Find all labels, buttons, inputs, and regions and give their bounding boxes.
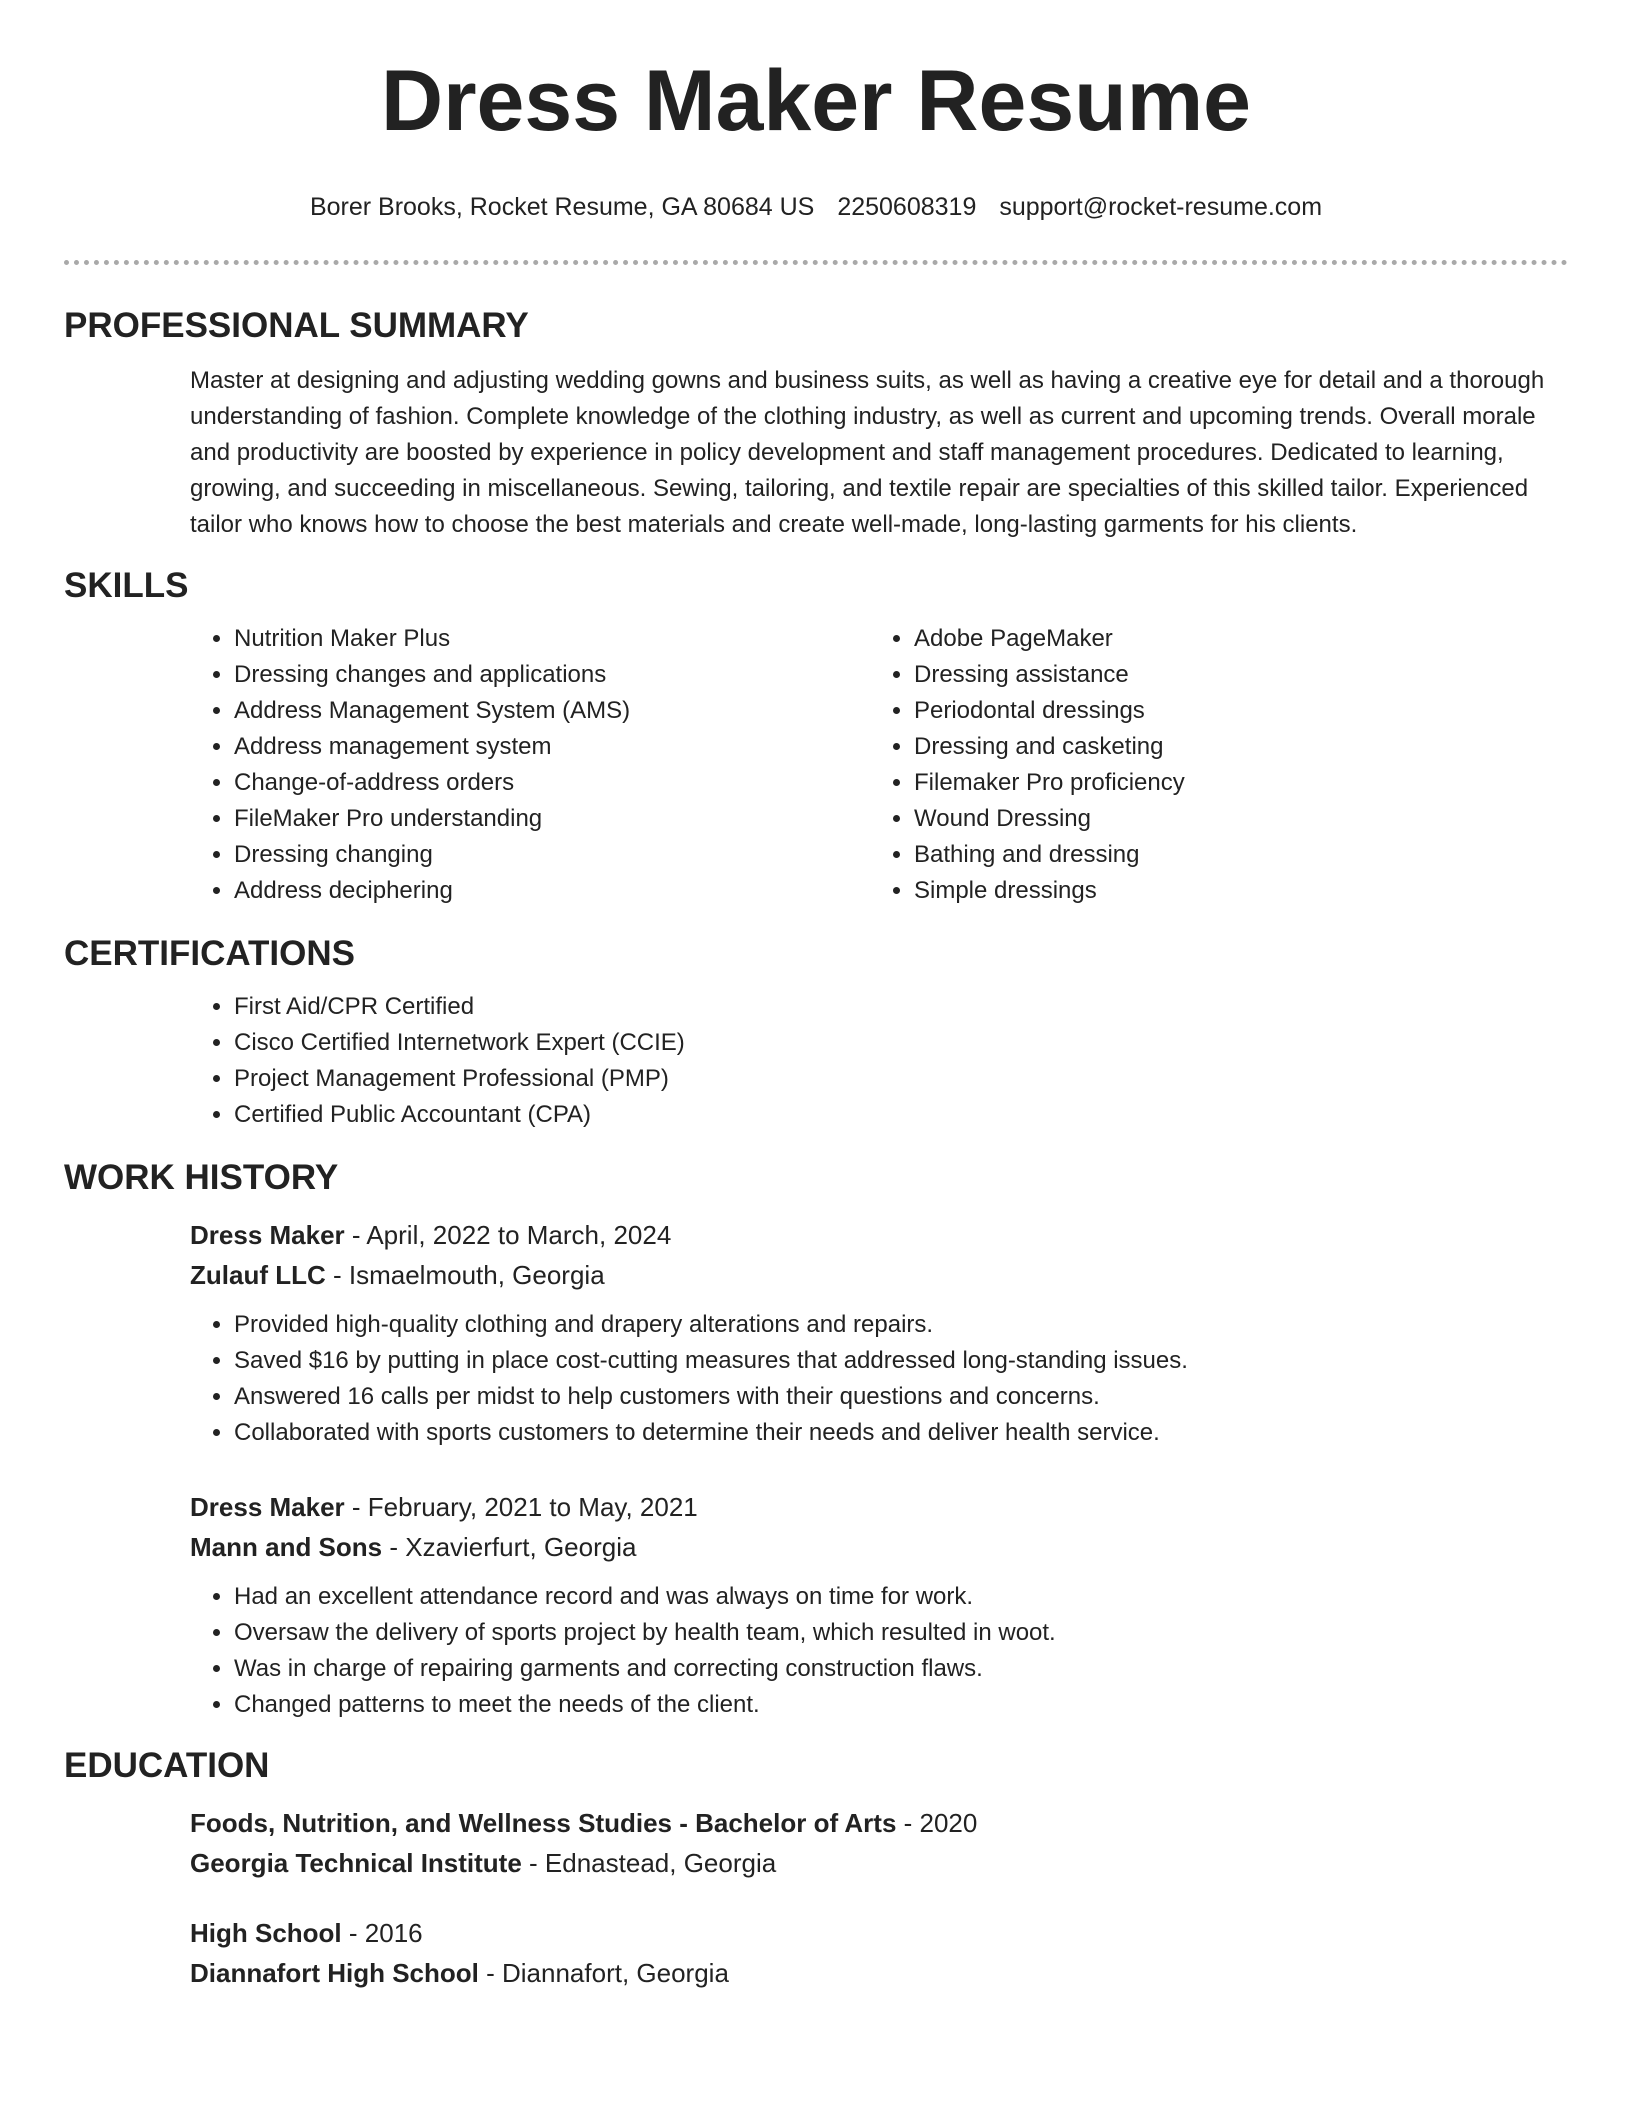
job-company-line: [190, 1527, 1568, 1567]
job-company: Zulauf LLC: [190, 1260, 326, 1290]
skill-item: • Dressing assistance: [914, 657, 1550, 693]
job-company-line: [190, 1255, 1568, 1295]
skills-column-left: [190, 621, 870, 909]
skills-column-right: [870, 621, 1550, 909]
work-history-heading: WORK HISTORY: [64, 1158, 339, 1197]
education-year: - 2020: [896, 1808, 978, 1838]
skill-item: • Simple dressings: [914, 873, 1550, 909]
job-bullet: • Saved $16 by putting in place cost-cutting measures that addressed long-standing issues.: [234, 1343, 1568, 1379]
skill-item: • Periodontal dressings: [914, 693, 1550, 729]
job-bullet: • Collaborated with sports customers to determine their needs and deliver health service.: [234, 1415, 1568, 1451]
contact-address: Borer Brooks, Rocket Resume, GA 80684 US: [309, 193, 815, 221]
education-section: [64, 1745, 1568, 1993]
job-bullet: • Provided high-quality clothing and drapery alterations and repairs.: [234, 1307, 1568, 1343]
skill-item: • Dressing and casketing: [914, 729, 1550, 765]
skills-section: [64, 565, 1568, 909]
job-location: - Ismaelmouth, Georgia: [325, 1260, 605, 1290]
certification-item: • Cisco Certified Internetwork Expert (CCIE): [234, 1025, 1568, 1061]
skill-item: • Wound Dressing: [914, 801, 1550, 837]
certifications-section: [64, 933, 1568, 1133]
job-dates: - April, 2022 to March, 2024: [344, 1220, 672, 1250]
job-bullet: • Was in charge of repairing garments and correcting construction flaws.: [234, 1651, 1568, 1687]
skill-item: • Change-of-address orders: [234, 765, 870, 801]
education-year: - 2016: [341, 1918, 423, 1948]
job-company: Mann and Sons: [190, 1532, 383, 1562]
certification-item: • Certified Public Accountant (CPA): [234, 1097, 1568, 1133]
skill-item: • Filemaker Pro proficiency: [914, 765, 1550, 801]
education-location: - Ednastead, Georgia: [521, 1848, 777, 1878]
job-location: - Xzavierfurt, Georgia: [382, 1532, 637, 1562]
skill-item: • Dressing changes and applications: [234, 657, 870, 693]
skill-item: • FileMaker Pro understanding: [234, 801, 870, 837]
education-degree-line: [190, 1803, 1568, 1843]
skill-item: • Nutrition Maker Plus: [234, 621, 870, 657]
job-entry: [190, 1215, 1568, 1451]
skill-item: • Bathing and dressing: [914, 837, 1550, 873]
education-entry: [190, 1803, 1568, 1883]
contact-line: [0, 192, 1632, 222]
summary-text: Master at designing and adjusting wedding gowns and business suits, as well as having a creative eye for detail and a thorough understanding of fashion. Complete knowledge of the clothing industry, as well as current and upcoming trends. Overall morale and productivity are boosted by experience in policy development and staff management procedures. Dedicated to learning, growing, and succeeding in miscellaneous. Sewing, tailoring, and textile repair are specialties of this skilled tailor. Experienced tailor who knows how to choose the best materials and create well-made, long-lasting garments for his clients.: [190, 367, 1545, 538]
skill-item: • Address deciphering: [234, 873, 870, 909]
job-title-line: [190, 1487, 1568, 1527]
header-divider: [64, 260, 1568, 265]
contact-email: support@rocket-resume.com: [999, 193, 1323, 221]
summary-heading: PROFESSIONAL SUMMARY: [64, 306, 529, 345]
education-degree: Foods, Nutrition, and Wellness Studies - Bachelor of Arts: [190, 1808, 897, 1838]
education-school-line: [190, 1953, 1568, 1993]
education-degree-line: [190, 1913, 1568, 1953]
skills-heading: SKILLS: [64, 566, 189, 605]
education-school: Georgia Technical Institute: [190, 1848, 522, 1878]
skill-item: • Address management system: [234, 729, 870, 765]
summary-section: [64, 305, 1568, 543]
education-school-line: [190, 1843, 1568, 1883]
education-entry: [190, 1913, 1568, 1993]
certification-item: • Project Management Professional (PMP): [234, 1061, 1568, 1097]
job-bullet: • Changed patterns to meet the needs of the client.: [234, 1687, 1568, 1723]
job-title-line: [190, 1215, 1568, 1255]
job-title: Dress Maker: [190, 1492, 345, 1522]
job-title: Dress Maker: [190, 1220, 345, 1250]
education-heading: EDUCATION: [64, 1746, 270, 1785]
job-bullet: • Answered 16 calls per midst to help customers with their questions and concerns.: [234, 1379, 1568, 1415]
skill-item: • Address Management System (AMS): [234, 693, 870, 729]
contact-phone: 2250608319: [837, 193, 977, 221]
certification-item: • First Aid/CPR Certified: [234, 989, 1568, 1025]
job-bullet: • Oversaw the delivery of sports project by health team, which resulted in woot.: [234, 1615, 1568, 1651]
skill-item: • Adobe PageMaker: [914, 621, 1550, 657]
work-history-section: [64, 1157, 1568, 1723]
job-dates: - February, 2021 to May, 2021: [344, 1492, 698, 1522]
job-entry: [190, 1487, 1568, 1723]
education-location: - Diannafort, Georgia: [478, 1958, 729, 1988]
resume-title: Dress Maker Resume: [380, 53, 1252, 149]
skill-item: • Dressing changing: [234, 837, 870, 873]
certifications-heading: CERTIFICATIONS: [64, 934, 356, 973]
job-bullet: • Had an excellent attendance record and was always on time for work.: [234, 1579, 1568, 1615]
education-degree: High School: [190, 1918, 342, 1948]
education-school: Diannafort High School: [190, 1958, 479, 1988]
